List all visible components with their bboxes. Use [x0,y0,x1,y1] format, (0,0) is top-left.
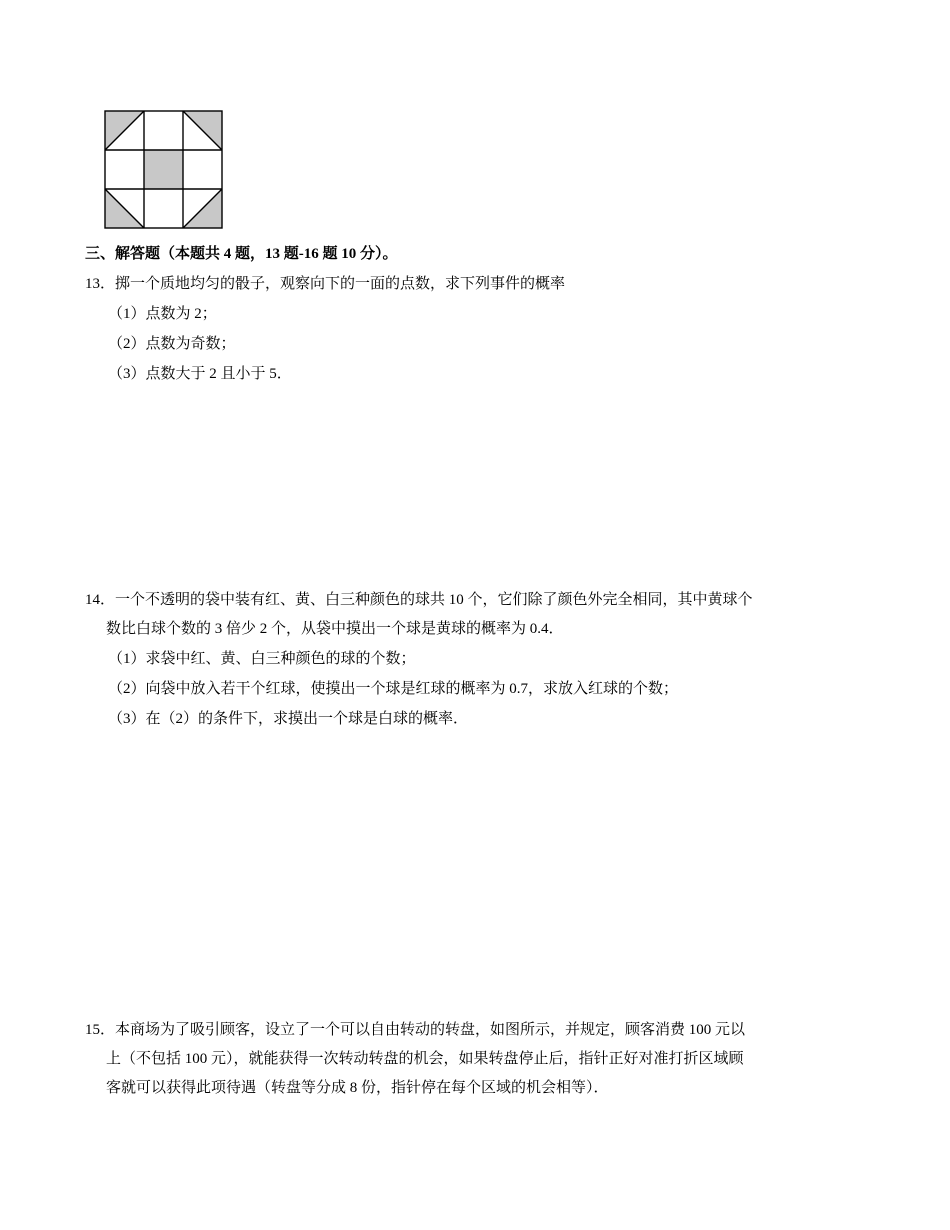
q14-stem-line1: 14．一个不透明的袋中装有红、黄、白三种颜色的球共 10 个，它们除了颜色外完全相同，其中黄球个 [85,592,753,608]
q13-part-2: （2）点数为奇数； [108,336,236,352]
q13-stem: 13．掷一个质地均匀的骰子，观察向下的一面的点数，求下列事件的概率 [85,276,566,292]
q14-part-2: （2）向袋中放入若干个红球，使摸出一个球是红球的概率为 0.7，求放入红球的个数； [108,681,679,697]
square-grid-figure [104,110,223,229]
q14-stem-line2: 数比白球个数的 3 倍少 2 个，从袋中摸出一个球是黄球的概率为 0.4． [106,621,564,637]
q13-part-1: （1）点数为 2； [108,306,217,322]
q15-stem-line2: 上（不包括 100 元），就能获得一次转动转盘的机会，如果转盘停止后，指针正好对准打折区域顾 [106,1051,744,1067]
q15-stem-line1: 15．本商场为了吸引顾客，设立了一个可以自由转动的转盘，如图所示，并规定，顾客消费 100 元以 [85,1022,746,1038]
q13-part-3: （3）点数大于 2 且小于 5． [108,366,292,382]
q14-part-3: （3）在（2）的条件下，求摸出一个球是白球的概率． [108,711,469,727]
q14-part-1: （1）求袋中红、黄、白三种颜色的球的个数； [108,651,416,667]
shaded-center-square [144,150,183,189]
q15-stem-line3: 客就可以获得此项待遇（转盘等分成 8 份，指针停在每个区域的机会相等）． [106,1080,609,1096]
section-heading: 三、解答题（本题共 4 题，13 题-16 题 10 分）。 [85,246,398,262]
